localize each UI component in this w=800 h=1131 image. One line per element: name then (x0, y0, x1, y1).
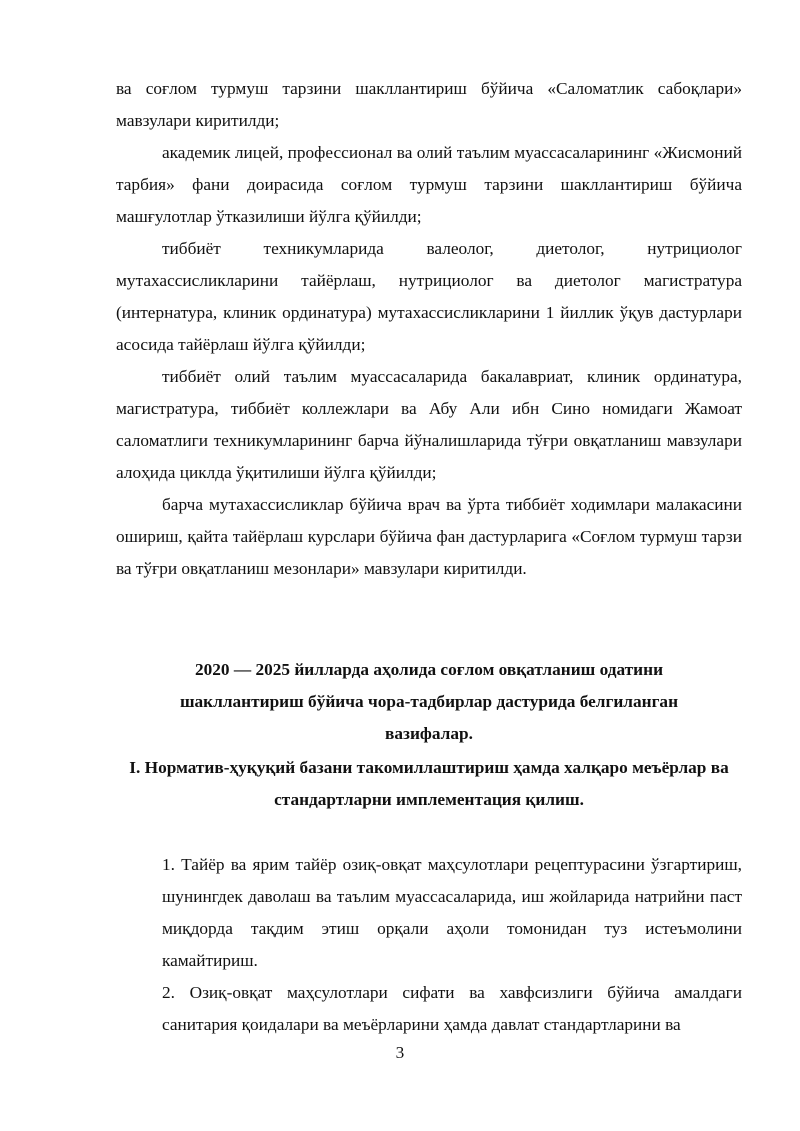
subsection-title: I. Норматив-ҳуқуқий базани такомиллаштириш ҳамда халқаро меъёрлар ва стандартларни имплементация қилиш. (129, 758, 729, 809)
list-item-1: 1. Тайёр ва ярим тайёр озиқ-овқат маҳсулотлари рецептурасини ўзгартириш, шунингдек даволаш ва таълим муассасаларида, иш жойларида натрийни паст миқдорда тақдим этиш орқали аҳоли томонидан туз истеъмолини камайтириш. (162, 855, 742, 970)
paragraph-healthy-lifestyle-lessons: ва соғлом турмуш тарзини шакллантириш бўйича «Саломатлик сабоқлари» мавзулари киритилди; (116, 79, 742, 130)
list-item-2: 2. Озиқ-овқат маҳсулотлари сифати ва хавфсизлиги бўйича амалдаги санитария қоидалари ва меъёрларини ҳамда давлат стандартларини ва (162, 983, 742, 1034)
paragraph-medical-technical-schools: тиббиёт техникумларида валеолог, диетолог, нутрициолог мутахассисликларини тайёрлаш, нутрициолог ва диетолог магистратура (интернатура, клиник ординатура) мутахассисликларини 1 йиллик ўқув дастурлари асосида тайёрлаш йўлга қўйилди; (116, 239, 742, 354)
section-title: 2020 — 2025 йилларда аҳолида соғлом овқатланиш одатини шакллантириш бўйича чора-тадбирлар дастурида белгиланган вазифалар. (179, 660, 679, 743)
paragraph-medical-higher-education: тиббиёт олий таълим муассасаларида бакалавриат, клиник ординатура, магистратура, тиббиёт коллежлари ва Абу Али ибн Сино номидаги Жамоат саломатлиги техникумларининг барча йўналишларида тўғри овқатланиш мавзулари алоҳида циклда ўқитилиши йўлга қўйилди; (116, 367, 742, 482)
paragraph-professional-development: барча мутахассисликлар бўйича врач ва ўрта тиббиёт ходимлари малакасини ошириш, қайта тайёрлаш курслари бўйича фан дастурларига «Соғлом турмуш тарзи ва тўғри овқатланиш мезонлари» мавзулари киритилди. (116, 495, 742, 578)
page-number: 3 (395, 1043, 405, 1062)
paragraph-physical-education: академик лицей, профессионал ва олий таълим муассасаларининг «Жисмоний тарбия» фани доирасида соғлом турмуш тарзини шакллантириш бўйича машғулотлар ўтказилиши йўлга қўйилди; (116, 143, 742, 226)
